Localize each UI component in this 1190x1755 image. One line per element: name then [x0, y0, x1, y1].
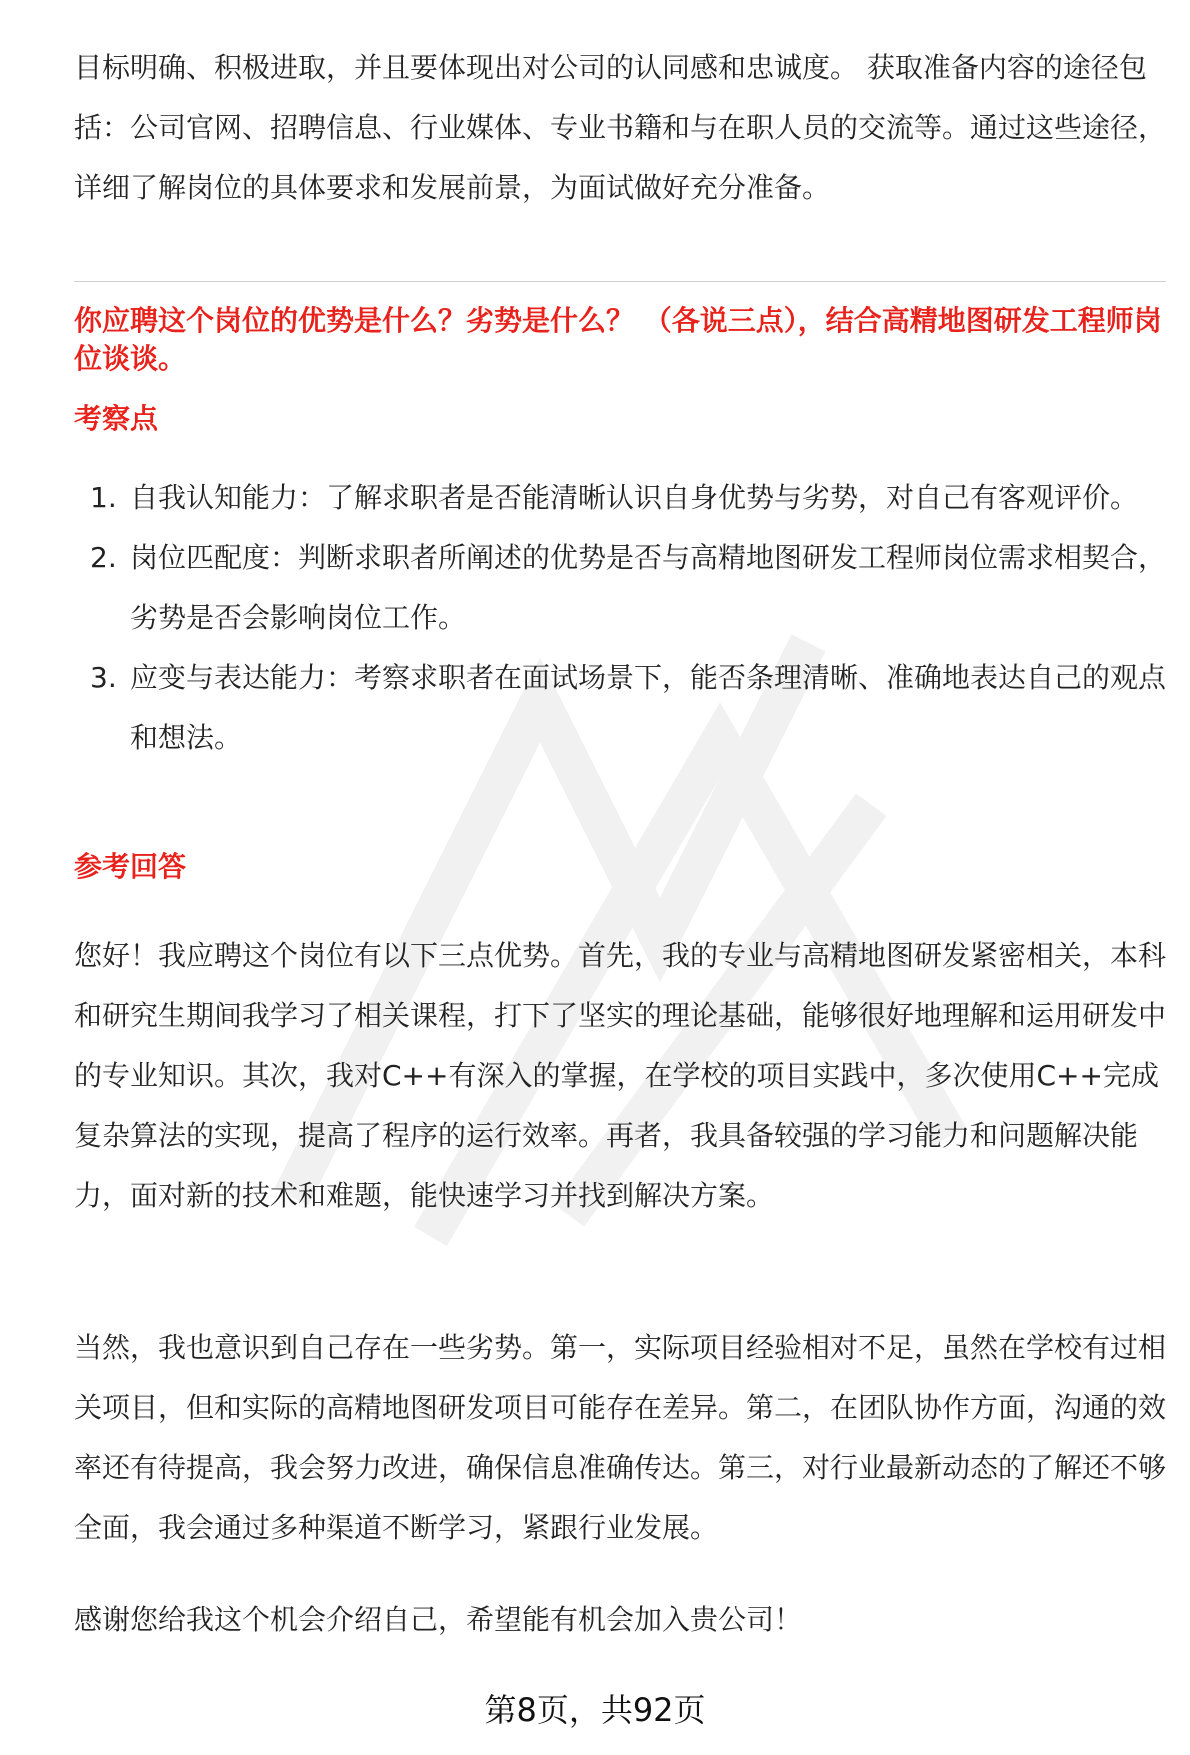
page-number-footer: 第8页，共92页: [484, 1691, 706, 1729]
list-item-text: 应变与表达能力：考察求职者在面试场景下，能否条理清晰、准确地表达自己的观点和想法。: [130, 661, 1167, 754]
intro-paragraph: 目标明确、积极进取，并且要体现出对公司的认同感和忠诚度。 获取准备内容的途径包括：公司官网、招聘信息、行业媒体、专业书籍和与在职人员的交流等。通过这些途径，详细了解岗位的具体要求和发展前景，为面试做好充分准备。: [74, 51, 1167, 204]
list-item: [74, 528, 1166, 648]
answer-paragraph-strengths: 您好！我应聘这个岗位有以下三点优势。首先，我的专业与高精地图研发紧密相关，本科和研究生期间我学习了相关课程，打下了坚实的理论基础，能够很好地理解和运用研发中的专业知识。其次，我对C++有深入的掌握，在学校的项目实践中，多次使用C++完成复杂算法的实现，提高了程序的运行效率。再者，我具备较强的学习能力和问题解决能力，面对新的技术和难题，能快速学习并找到解决方案。: [74, 939, 1167, 1212]
answer-paragraph-weaknesses: 当然，我也意识到自己存在一些劣势。第一，实际项目经验相对不足，虽然在学校有过相关项目，但和实际的高精地图研发项目可能存在差异。第二，在团队协作方面，沟通的效率还有待提高，我会努力改进，确保信息准确传达。第三，对行业最新动态的了解还不够全面，我会通过多种渠道不断学习，紧跟行业发展。: [74, 1331, 1167, 1544]
list-item-text: 自我认知能力：了解求职者是否能清晰认识自身优势与劣势，对自己有客观评价。: [130, 481, 1139, 514]
list-number: 3.: [90, 661, 117, 694]
list-number: 1.: [90, 481, 117, 514]
list-item-text: 岗位匹配度：判断求职者所阐述的优势是否与高精地图研发工程师岗位需求相契合，劣势是否会影响岗位工作。: [130, 541, 1167, 634]
assessment-list: [74, 468, 1166, 768]
question-heading: 你应聘这个岗位的优势是什么？劣势是什么？ （各说三点），结合高精地图研发工程师岗位谈谈。: [74, 304, 1162, 375]
section-divider: [74, 281, 1166, 282]
answer-paragraph-closing: 感谢您给我这个机会介绍自己，希望能有机会加入贵公司！: [74, 1603, 803, 1636]
list-item: [74, 468, 1166, 528]
list-item: [74, 648, 1166, 768]
list-number: 2.: [90, 541, 117, 574]
answer-label: 参考回答: [74, 850, 187, 883]
assessment-label: 考察点: [74, 402, 159, 435]
